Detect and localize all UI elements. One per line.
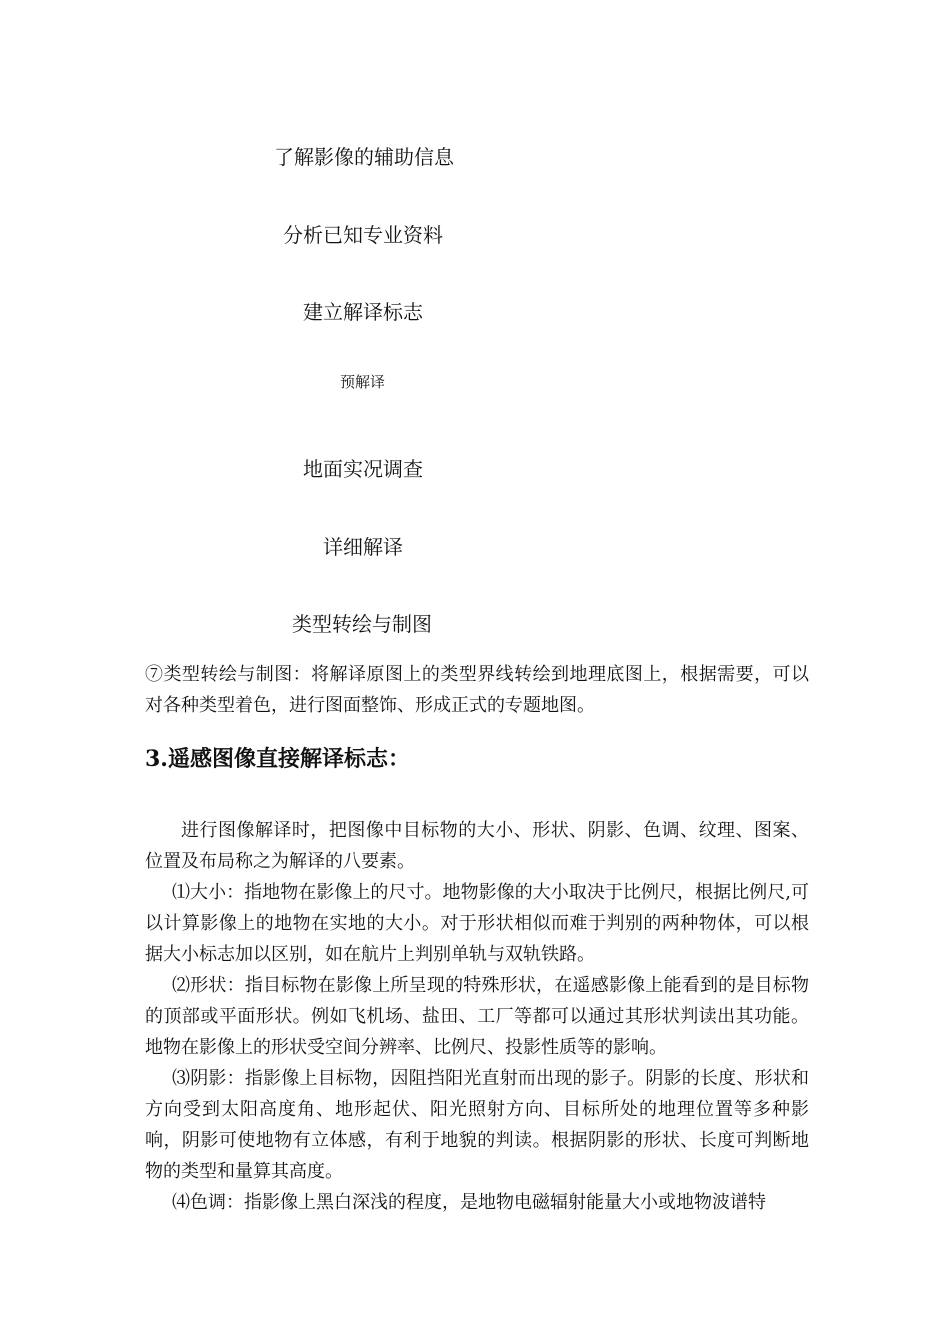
flow-step-2: 分析已知专业资料	[283, 223, 443, 247]
item-shape: ⑵形状：指目标物在影像上所呈现的特殊形状，在遥感影像上能看到的是目标物的顶部或平面形状。例如飞机场、盐田、工厂等都可以通过其形状判读出其功能。地物在影像上的形状受空间分辨率、比例尺、投影性质等的影响。	[145, 975, 809, 1058]
flow-step-7: 类型转绘与制图	[292, 612, 432, 636]
item-tone: ⑷色调：指影像上黑白深浅的程度，是地物电磁辐射能量大小或地物波谱特	[172, 1192, 766, 1213]
flow-step-4: 预解译	[340, 373, 386, 391]
flow-step-5: 地面实况调查	[303, 457, 423, 481]
section3-intro: 进行图像解译时，把图像中目标物的大小、形状、阴影、色调、纹理、图案、位置及布局称之为解译的八要素。	[145, 820, 809, 872]
item-size: ⑴大小：指地物在影像上的尺寸。地物影像的大小取决于比例尺，根据比例尺,可以计算影像上的地物在实地的大小。对于形状相似而难于判别的两种物体，可以根据大小标志加以区别，如在航片上判别单轨与双轨铁路。	[145, 882, 809, 965]
flow-step-1: 了解影像的辅助信息	[274, 145, 454, 169]
section3-heading: 3.遥感图像直接解译标志：	[145, 746, 410, 772]
flow-step-6: 详细解译	[323, 535, 403, 559]
item-shadow: ⑶阴影：指影像上目标物，因阻挡阳光直射而出现的影子。阴影的长度、形状和方向受到太阳高度角、地形起伏、阳光照射方向、目标所处的地理位置等多种影响，阴影可使地物有立体感，有利于地貌的判读。根据阴影的形状、长度可判断地物的类型和量算其高度。	[145, 1068, 809, 1182]
step7-paragraph: ⑦类型转绘与制图：将解译原图上的类型界线转绘到地理底图上，根据需要，可以对各种类型着色，进行图面整饰、形成正式的专题地图。	[145, 664, 809, 716]
flow-step-3: 建立解译标志	[303, 300, 423, 324]
